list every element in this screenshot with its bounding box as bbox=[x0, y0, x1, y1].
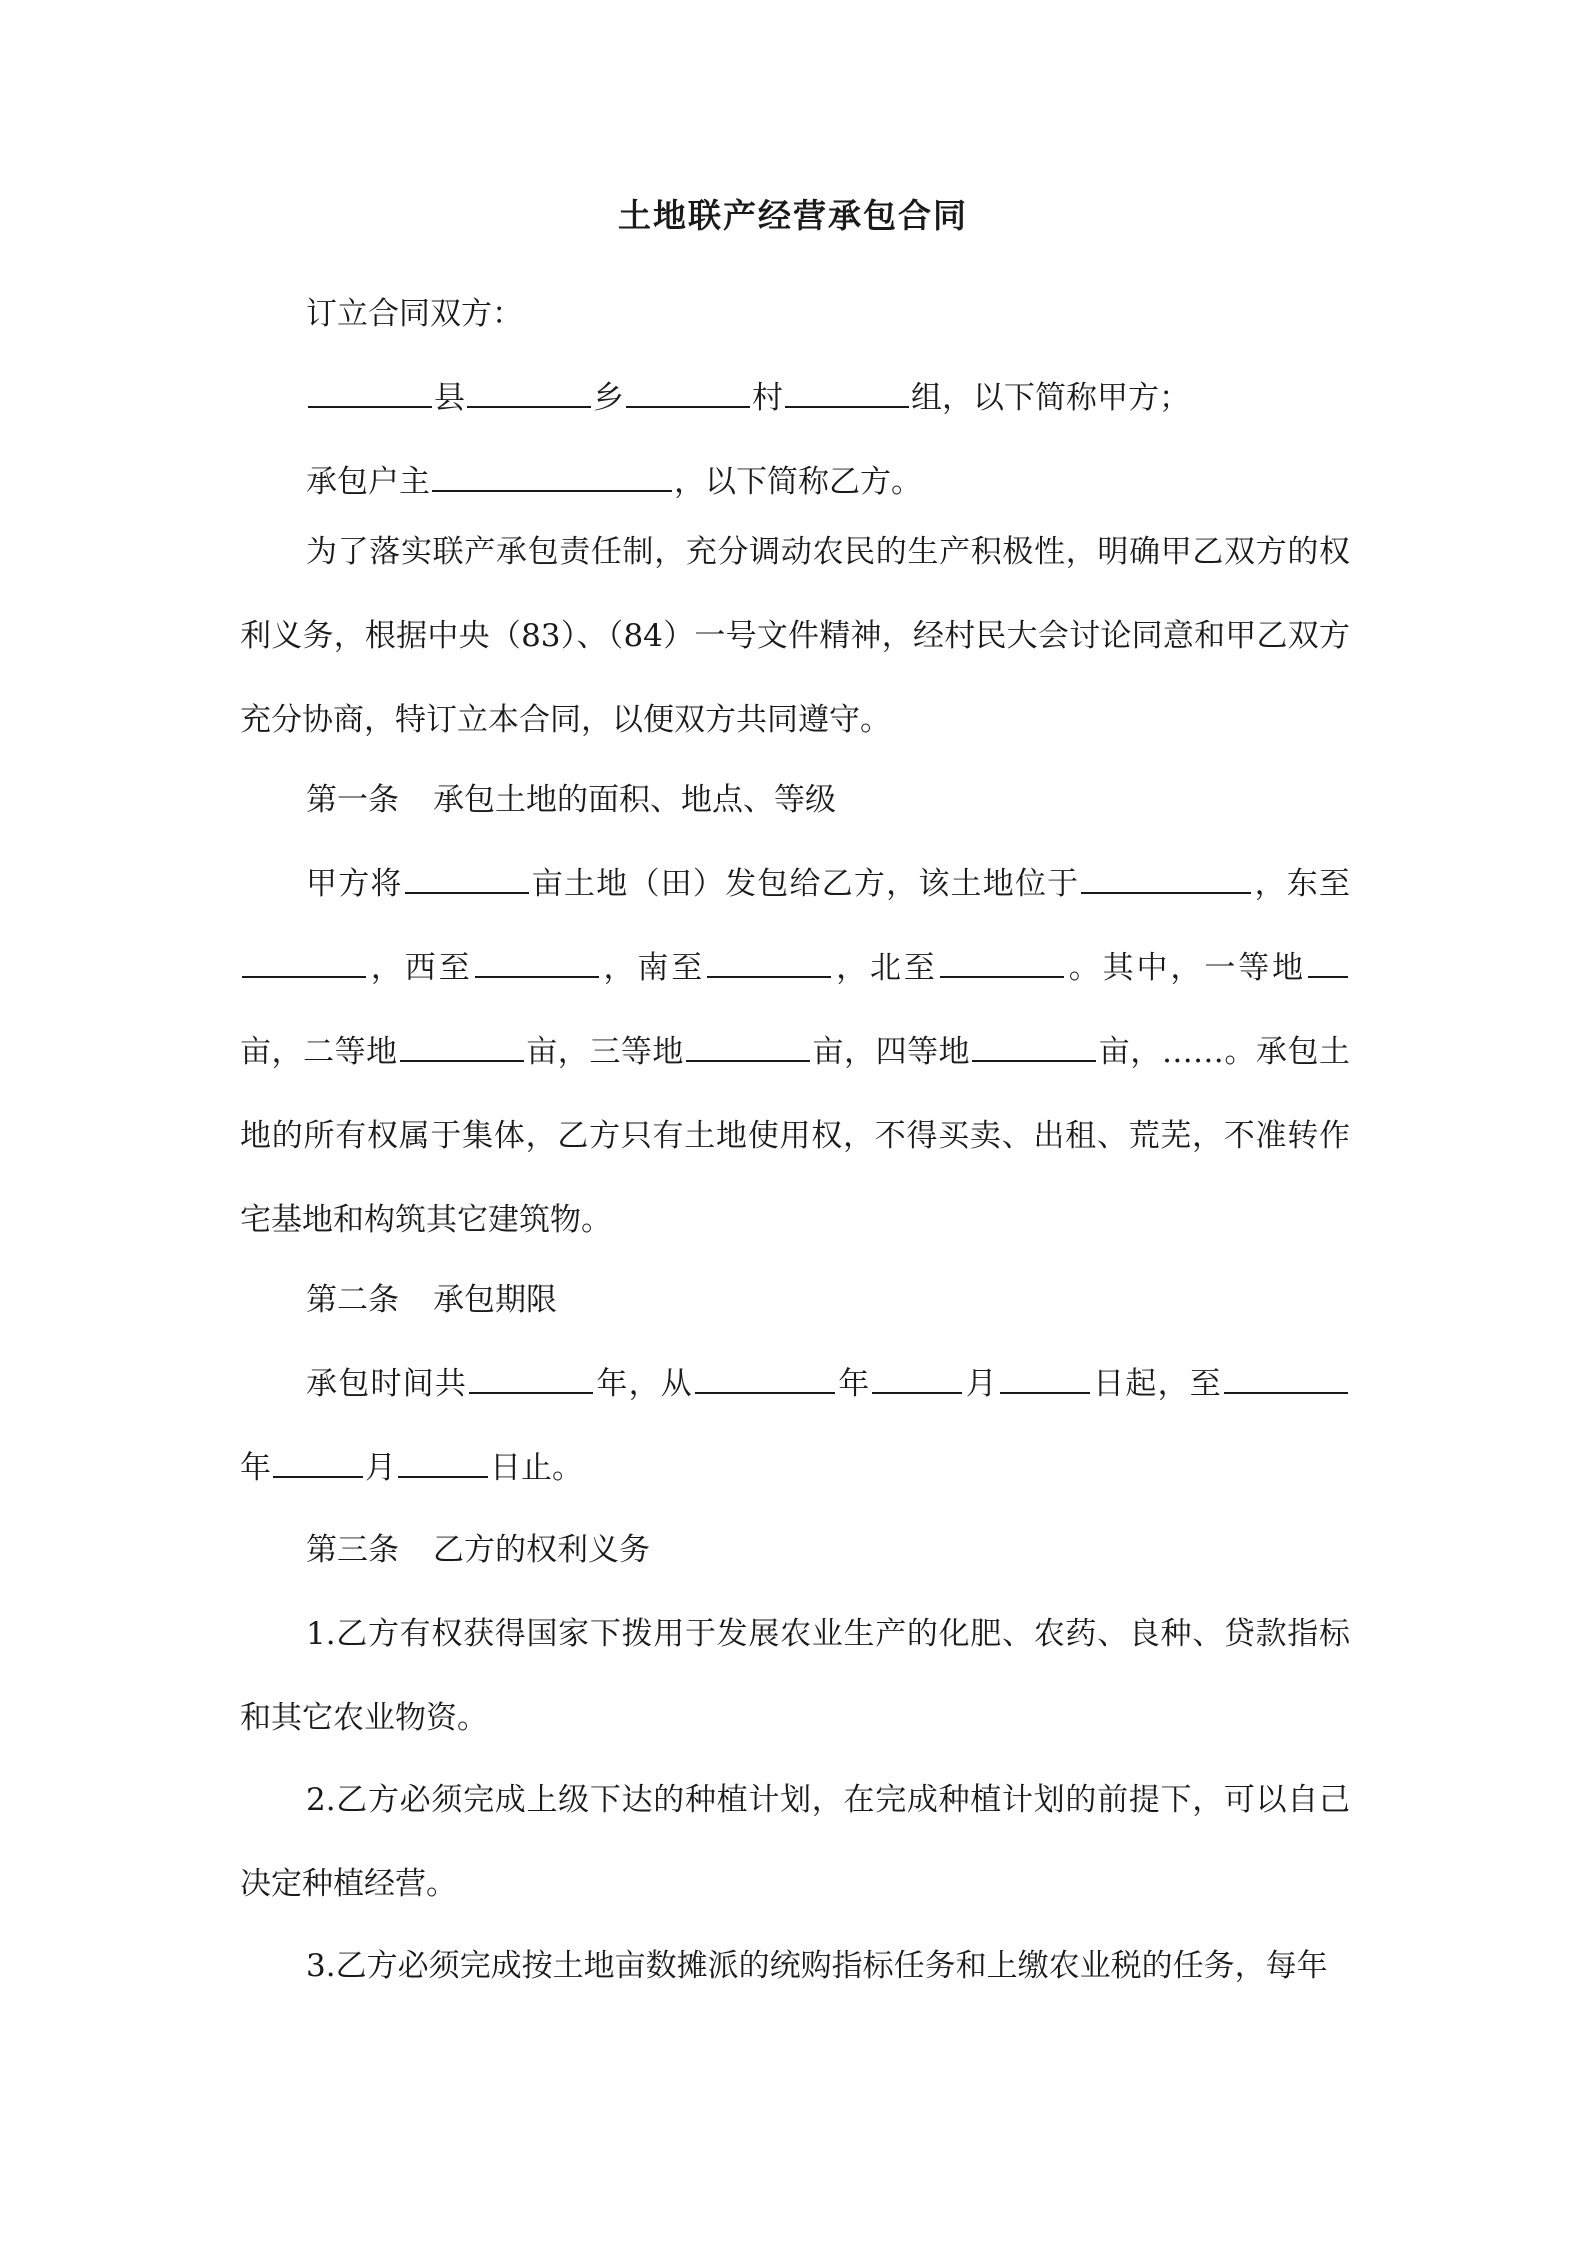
grade1-blank[interactable] bbox=[1308, 942, 1348, 978]
householder-blank[interactable] bbox=[432, 456, 672, 492]
article2-heading: 第二条 承包期限 bbox=[306, 1282, 557, 1318]
county-blank[interactable] bbox=[308, 372, 432, 408]
grade2-blank[interactable] bbox=[400, 1026, 524, 1062]
location-blank[interactable] bbox=[1081, 858, 1251, 894]
article3-heading: 第三条 乙方的权利义务 bbox=[306, 1532, 650, 1568]
article2-body: 承包时间共 年，从 年 月 日起，至年 月 日止。 bbox=[240, 1342, 1350, 1510]
grade4-blank[interactable] bbox=[972, 1026, 1096, 1062]
start-month-blank[interactable] bbox=[872, 1358, 962, 1394]
north-blank[interactable] bbox=[940, 942, 1064, 978]
south-blank[interactable] bbox=[707, 942, 831, 978]
preamble-paragraph: 为了落实联产承包责任制，充分调动农民的生产积极性，明确甲乙双方的权利义务，根据中央（83）、（84）一号文件精神，经村民大会讨论同意和甲乙双方充分协商，特订立本合同，以便双方共同遵守。 bbox=[240, 534, 1350, 738]
group-blank[interactable] bbox=[785, 372, 909, 408]
article3-item1: 1.乙方有权获得国家下拨用于发展农业生产的化肥、农药、良种、贷款指标和其它农业物资。 bbox=[240, 1616, 1350, 1736]
article3-item2: 2.乙方必须完成上级下达的种植计划，在完成种植计划的前提下，可以自己决定种植经营。 bbox=[240, 1782, 1350, 1902]
end-year-blank[interactable] bbox=[1224, 1358, 1348, 1394]
parties-heading: 订立合同双方： bbox=[306, 296, 523, 332]
start-year-blank[interactable] bbox=[695, 1358, 835, 1394]
end-day-blank[interactable] bbox=[398, 1442, 488, 1478]
township-blank[interactable] bbox=[467, 372, 591, 408]
grade3-blank[interactable] bbox=[686, 1026, 810, 1062]
start-day-blank[interactable] bbox=[1000, 1358, 1090, 1394]
document-title: 土地联产经营承包合同 bbox=[618, 196, 968, 235]
party-a-line: 县 乡 村 组，以下简称甲方； bbox=[240, 356, 1350, 440]
village-blank[interactable] bbox=[626, 372, 750, 408]
east-blank[interactable] bbox=[242, 942, 366, 978]
end-month-blank[interactable] bbox=[273, 1442, 363, 1478]
party-b-line: 承包户主 ，以下简称乙方。 bbox=[240, 440, 1350, 524]
area-blank[interactable] bbox=[405, 858, 529, 894]
article1-body: 甲方将 亩土地（田）发包给乙方，该土地位于 ，东至，西至 ，南至 ，北至 。其中，一等地亩，二等地 亩，三等地 亩，四等地 亩，……。承包土地的所有权属于集体，乙方只有土地使用权，不得买卖、出租、荒芜，不准转作宅基地和构筑其它建筑物。 bbox=[240, 842, 1350, 1262]
article3-item3: 3.乙方必须完成按土地亩数摊派的统购指标任务和上缴农业税的任务，每年 bbox=[306, 1948, 1328, 1984]
west-blank[interactable] bbox=[475, 942, 599, 978]
article1-heading: 第一条 承包土地的面积、地点、等级 bbox=[306, 782, 836, 818]
term-years-blank[interactable] bbox=[469, 1358, 593, 1394]
